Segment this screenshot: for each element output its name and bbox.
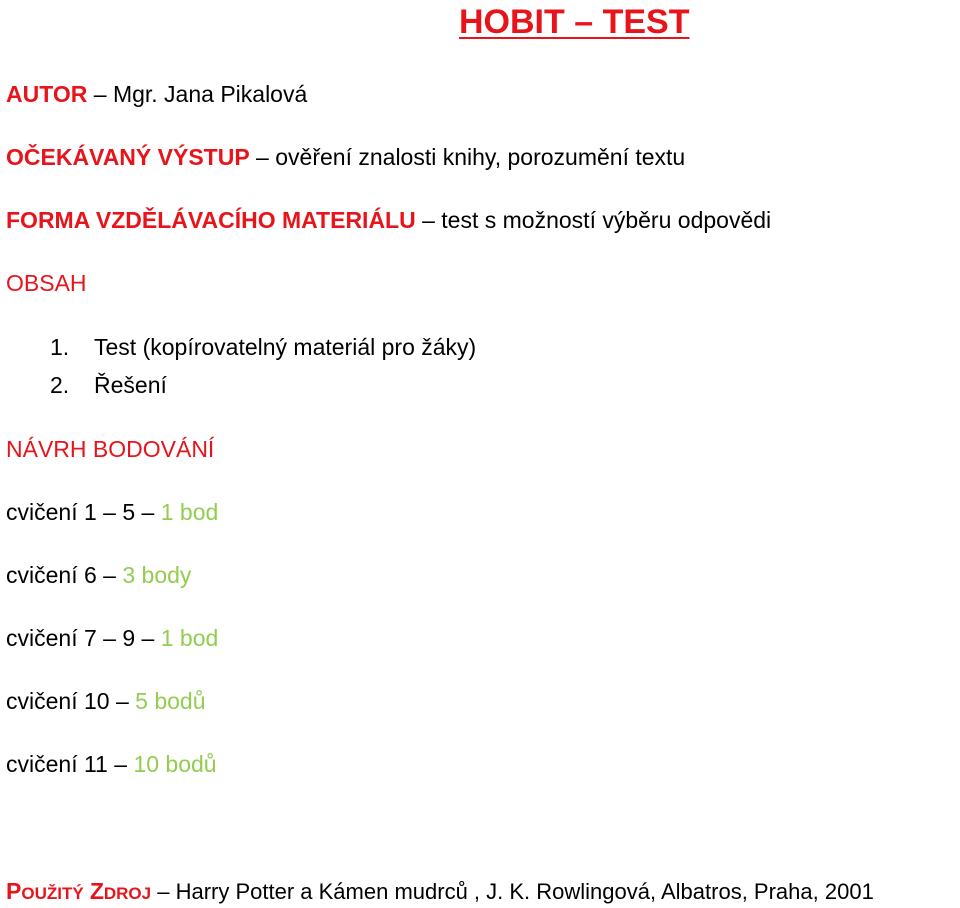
- list-item-number: 2.: [50, 372, 70, 398]
- source-separator: –: [151, 879, 176, 904]
- source-value: Harry Potter a Kámen mudrců , J. K. Rowlingová, Albatros, Praha, 2001: [175, 879, 874, 904]
- material-form-value: test s možností výběru odpovědi: [441, 207, 772, 233]
- scoring-row: [6, 561, 191, 589]
- scoring-points: 1 bod: [160, 499, 219, 525]
- scoring-separator: –: [107, 751, 134, 777]
- scoring-exercise: cvičení 1 – 5: [6, 499, 136, 525]
- author-separator: –: [87, 81, 113, 107]
- expected-output-label: OČEKÁVANÝ VÝSTUP: [6, 144, 250, 170]
- scoring-label: NÁVRH BODOVÁNÍ: [6, 436, 215, 462]
- material-form-separator: –: [415, 207, 442, 233]
- list-item-text: Řešení: [94, 372, 167, 398]
- scoring-separator: –: [135, 625, 161, 651]
- scoring-points: 3 body: [122, 562, 192, 588]
- scoring-exercise: cvičení 11: [6, 751, 108, 777]
- scoring-separator: –: [96, 562, 123, 588]
- material-form-label: FORMA VZDĚLÁVACÍHO MATERIÁLU: [6, 207, 416, 233]
- scoring-exercise: cvičení 7 – 9: [6, 625, 136, 651]
- source-label: POUŽITÝ ZDROJ: [6, 878, 152, 904]
- scoring-separator: –: [135, 499, 161, 525]
- contents-label: OBSAH: [6, 270, 87, 296]
- scoring-separator: –: [109, 688, 136, 714]
- author-label: AUTOR: [6, 81, 88, 107]
- material-form-line: [6, 206, 771, 234]
- expected-output-separator: –: [249, 144, 276, 170]
- author-line: [6, 80, 307, 108]
- scoring-points: 10 bodů: [133, 751, 217, 777]
- expected-output-value: ověření znalosti knihy, porozumění textu: [275, 144, 686, 170]
- source-line: [6, 877, 874, 908]
- list-item: [50, 333, 476, 361]
- scoring-exercise: cvičení 10: [6, 688, 110, 714]
- scoring-row: [6, 498, 218, 526]
- scoring-points: 1 bod: [160, 625, 219, 651]
- scoring-row: [6, 624, 218, 652]
- list-item-number: 1.: [50, 334, 70, 360]
- scoring-exercise: cvičení 6: [6, 562, 97, 588]
- expected-output-line: [6, 143, 685, 171]
- list-item: [50, 371, 167, 399]
- author-value: Mgr. Jana Pikalová: [112, 81, 308, 107]
- scoring-row: [6, 687, 206, 715]
- scoring-row: [6, 750, 217, 778]
- scoring-points: 5 bodů: [135, 688, 206, 714]
- list-item-text: Test (kopírovatelný materiál pro žáky): [94, 334, 477, 360]
- page-title: HOBIT – TEST: [459, 3, 690, 41]
